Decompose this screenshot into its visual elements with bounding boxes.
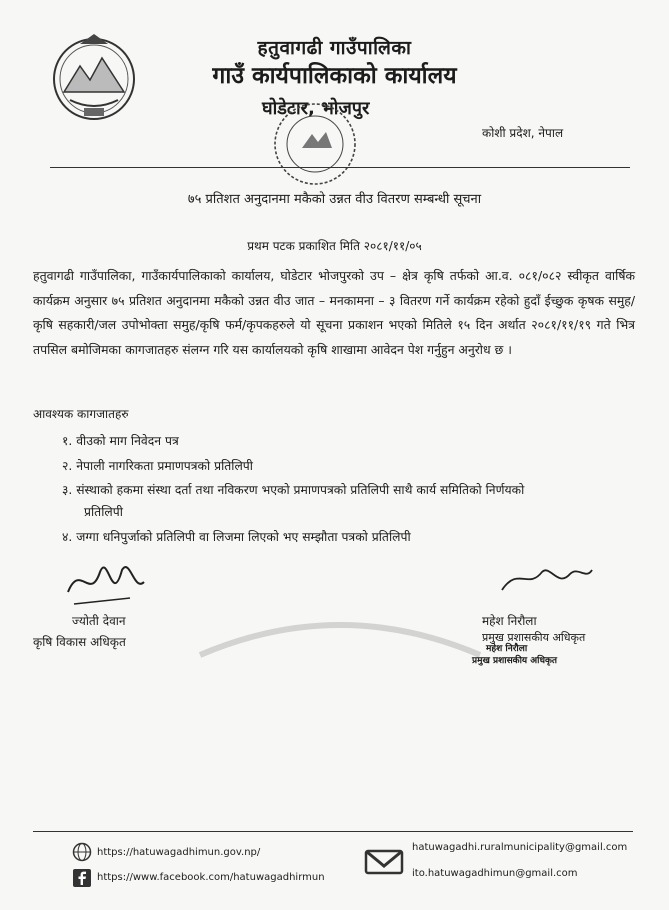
left-signatory-name: ज्योती देवान bbox=[72, 614, 126, 628]
office-stamp-icon bbox=[262, 98, 368, 190]
letterhead-address: घोडेटार, भोजपुर bbox=[262, 98, 370, 119]
globe-icon bbox=[72, 842, 92, 862]
letterhead-municipality: हतुवागढी गाउँपालिका bbox=[257, 37, 412, 59]
notice-body: हतुवागढी गाउँपालिका, गाउँकार्यपालिकाको कार्यालय, घोडेटार भोजपुरको उप – क्षेत्र कृषि तर्फको आ.व. ०८१/०८२ स्वीकृत वार्षिक कार्यक्रम अनुसार ७५ प्रतिशत अनुदानमा मकैको उन्नत वीउ जात – मनकामना – ३ वितरण गर्ने कार्यक्रम रहेको हुदाँ ईच्छुक कृषक समुह/कृषि सहकारी/जल उपोभोक्ता समुह/कृषि फर्म/कृपकहरुले यो सूचना प्रकाशन भएको मितिले १५ दिन अर्थात २०८१/११/१९ गते भित्र तपसिल बमोजिमका कागजातहरु संलग्न गरि यस कार्यालयको कृषि शाखामा आवेदन पेश गर्नुहुन अनुरोध छ । bbox=[33, 268, 635, 357]
right-signatory-title: प्रमुख प्रशासकीय अधिकृत bbox=[482, 631, 586, 644]
right-signatory-stamp bbox=[472, 643, 582, 673]
stamp-name: महेश निरौला bbox=[486, 644, 528, 654]
letterhead-province: कोशी प्रदेश, नेपाल bbox=[482, 126, 564, 140]
letterhead-office: गाउँ कार्यपालिकाको कार्यालय bbox=[212, 63, 457, 89]
signature-left bbox=[60, 552, 150, 612]
left-signatory-title: कृषि विकास अधिकृत bbox=[33, 635, 126, 649]
facebook-icon bbox=[72, 868, 92, 888]
document-item: ४. जग्गा धनिपुर्जाको प्रतिलिपी वा लिजमा लिएको भए सम्झौता पत्रको प्रतिलिपी bbox=[62, 530, 411, 544]
email-link-1[interactable]: hatuwagadhi.ruralmunicipality@gmail.com bbox=[412, 842, 628, 853]
stamp-title: प्रमुख प्रशासकीय अधिकृत bbox=[472, 656, 558, 666]
watermark-seal bbox=[190, 605, 490, 665]
document-item: २. नेपाली नागरिकता प्रमाणपत्रको प्रतिलिपी bbox=[62, 459, 253, 473]
document-item: १. वीउको माग निवेदन पत्र bbox=[62, 434, 179, 448]
document-item: ३. संस्थाको हकमा संस्था दर्ता तथा नविकरण भएको प्रमाणपत्रको प्रतिलिपी साथै कार्य समितिको निर्णयको bbox=[62, 483, 525, 497]
right-signatory-name: महेश निरौला bbox=[482, 614, 537, 628]
facebook-link[interactable]: https://www.facebook.com/hatuwagadhirmun bbox=[97, 872, 325, 883]
documents-heading: आवश्यक कागजातहरु bbox=[33, 407, 129, 421]
gmail-icon bbox=[364, 848, 404, 876]
publish-date: प्रथम पटक प्रकाशित मिति २०८१/११/०५ bbox=[247, 239, 422, 253]
header-divider bbox=[50, 167, 630, 168]
notice-subject: ७५ प्रतिशत अनुदानमा मकैको उन्नत वीउ वितरण सम्बन्धी सूचना bbox=[187, 192, 482, 207]
website-link[interactable]: https://hatuwagadhimun.gov.np/ bbox=[97, 847, 261, 858]
footer-divider bbox=[33, 831, 633, 832]
email-link-2[interactable]: ito.hatuwagadhimun@gmail.com bbox=[412, 868, 578, 879]
signature-right bbox=[498, 560, 596, 600]
document-item-continuation: प्रतिलिपी bbox=[84, 505, 123, 519]
